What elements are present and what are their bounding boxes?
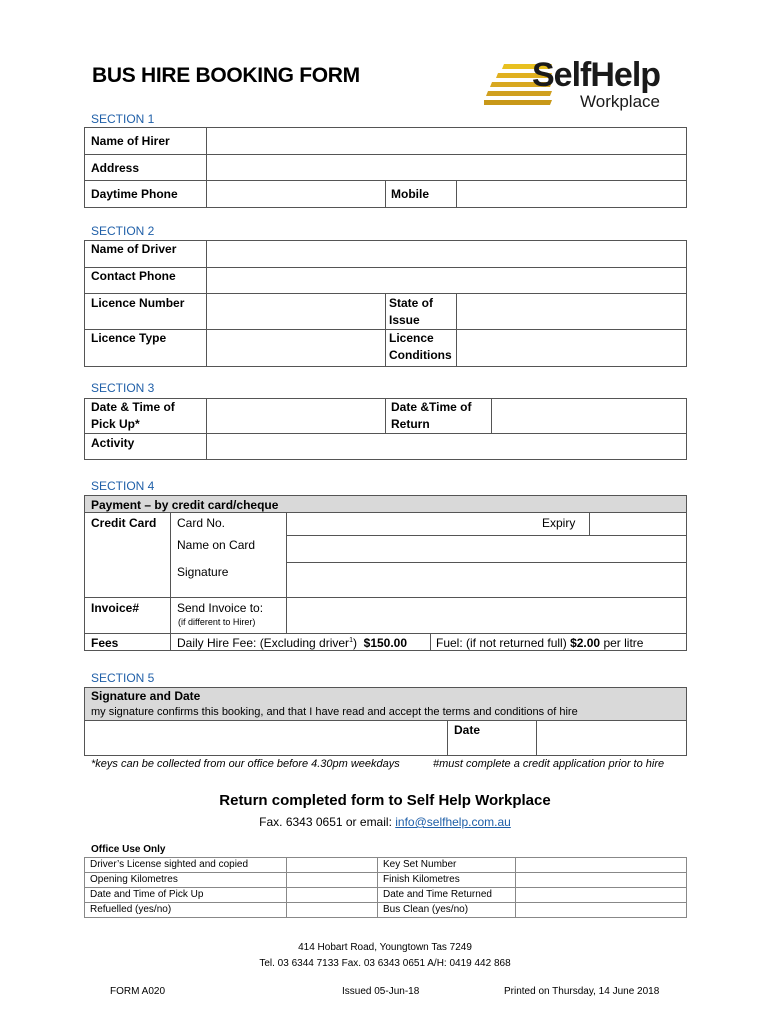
name-of-hirer-field[interactable] <box>207 128 686 154</box>
invoice-label: Invoice# <box>91 601 140 615</box>
keys-note: *keys can be collected from our office before 4.30pm weekdays <box>91 758 400 770</box>
licence-conditions-field[interactable] <box>457 330 686 366</box>
card-no-field[interactable] <box>287 513 537 535</box>
name-of-driver-field[interactable] <box>207 241 686 267</box>
section-1-heading: SECTION 1 <box>91 112 155 126</box>
office-left-4: Refuelled (yes/no) <box>90 904 172 915</box>
section-4-heading: SECTION 4 <box>91 479 155 493</box>
expiry-field[interactable] <box>590 513 686 535</box>
name-on-card-field[interactable] <box>287 536 686 562</box>
daily-hire-fee-text: Daily Hire Fee: (Excluding driver <box>177 636 350 650</box>
return-heading: Return completed form to Self Help Workplace <box>219 792 551 809</box>
daily-hire-fee-close: ) <box>352 636 357 650</box>
date-label: Date <box>454 723 481 737</box>
fax-text: Fax. 6343 0651 or email: <box>259 815 392 829</box>
contact-phone-field[interactable] <box>207 268 686 293</box>
credit-note: #must complete a credit application prior to hire <box>433 758 665 770</box>
logo-text: SelfHelp <box>532 56 661 94</box>
logo-subtext: Workplace <box>580 92 660 111</box>
return-label-2: Return <box>391 417 430 431</box>
footer-address: 414 Hobart Road, Youngtown Tas 7249 <box>298 942 472 953</box>
send-invoice-label: Send Invoice to: <box>177 601 264 615</box>
licence-type-label: Licence Type <box>91 331 167 345</box>
licence-number-label: Licence Number <box>91 296 185 310</box>
section-5-heading: SECTION 5 <box>91 671 155 685</box>
fuel-fee-amount: $2.00 <box>570 636 601 650</box>
footer-form-number: FORM A020 <box>110 986 166 997</box>
email-link[interactable]: info@selfhelp.com.au <box>395 815 511 829</box>
state-of-issue-label-1: State of <box>389 296 434 310</box>
fuel-fee-text: Fuel: (if not returned full) <box>436 636 567 650</box>
address-field[interactable] <box>207 155 686 180</box>
signature-confirmation-text: my signature confirms this booking, and that I have read and accept the terms and conditions of hire <box>91 706 578 718</box>
section-3-heading: SECTION 3 <box>91 381 155 395</box>
fuel-fee <box>436 636 643 650</box>
expiry-label: Expiry <box>542 516 576 530</box>
mobile-label: Mobile <box>391 187 429 201</box>
address-label: Address <box>91 161 140 175</box>
daytime-phone-label: Daytime Phone <box>91 187 178 201</box>
fuel-fee-unit: per litre <box>603 636 644 650</box>
daily-hire-fee-footnote: 1 <box>349 637 353 644</box>
pickup-field[interactable] <box>207 399 385 433</box>
office-left-3: Date and Time of Pick Up <box>90 889 204 900</box>
pickup-label-2: Pick Up* <box>91 417 140 431</box>
fees-label: Fees <box>91 636 119 650</box>
daily-hire-fee-amount: $150.00 <box>363 636 408 650</box>
signature-label: Signature <box>177 565 229 579</box>
office-right-3: Date and Time Returned <box>383 889 492 900</box>
return-contact <box>0 815 770 829</box>
page-title: BUS HIRE BOOKING FORM <box>92 64 360 87</box>
payment-header: Payment – by credit card/cheque <box>91 498 279 512</box>
hirer-signature-field[interactable] <box>85 721 447 755</box>
date-field[interactable] <box>537 721 686 755</box>
office-use-heading: Office Use Only <box>91 844 166 855</box>
name-on-card-label: Name on Card <box>177 538 256 552</box>
footer-printed: Printed on Thursday, 14 June 2018 <box>504 986 660 997</box>
office-right-1: Key Set Number <box>383 859 457 870</box>
office-left-1: Driver’s License sighted and copied <box>90 859 249 870</box>
licence-conditions-label-2: Conditions <box>389 348 452 362</box>
send-invoice-field[interactable] <box>287 598 686 633</box>
licence-conditions-label-1: Licence <box>389 331 434 345</box>
licence-number-field[interactable] <box>207 294 385 329</box>
card-no-label: Card No. <box>177 516 226 530</box>
activity-label: Activity <box>91 436 135 450</box>
logo <box>484 56 694 114</box>
activity-field[interactable] <box>207 434 686 459</box>
mobile-field[interactable] <box>457 181 686 207</box>
state-of-issue-label-2: Issue <box>389 313 420 327</box>
name-of-driver-label: Name of Driver <box>91 242 177 256</box>
return-field[interactable] <box>492 399 686 433</box>
state-of-issue-field[interactable] <box>457 294 686 329</box>
licence-type-field[interactable] <box>207 330 385 366</box>
signature-date-header: Signature and Date <box>91 689 201 703</box>
footer-issued: Issued 05-Jun-18 <box>342 986 420 997</box>
footer-contact: Tel. 03 6344 7133 Fax. 03 6343 0651 A/H: 0419 442 868 <box>259 958 511 969</box>
card-signature-field[interactable] <box>287 563 686 597</box>
daily-hire-fee <box>177 636 407 650</box>
if-different-note: (if different to Hirer) <box>178 617 256 627</box>
daytime-phone-field[interactable] <box>207 181 385 207</box>
section-2-heading: SECTION 2 <box>91 224 155 238</box>
office-right-2: Finish Kilometres <box>383 874 460 885</box>
name-of-hirer-label: Name of Hirer <box>91 134 170 148</box>
return-label-1: Date &Time of <box>391 400 472 414</box>
credit-card-label: Credit Card <box>91 516 157 530</box>
contact-phone-label: Contact Phone <box>91 269 176 283</box>
office-right-4: Bus Clean (yes/no) <box>383 904 469 915</box>
office-left-2: Opening Kilometres <box>90 874 178 885</box>
pickup-label-1: Date & Time of <box>91 400 175 414</box>
